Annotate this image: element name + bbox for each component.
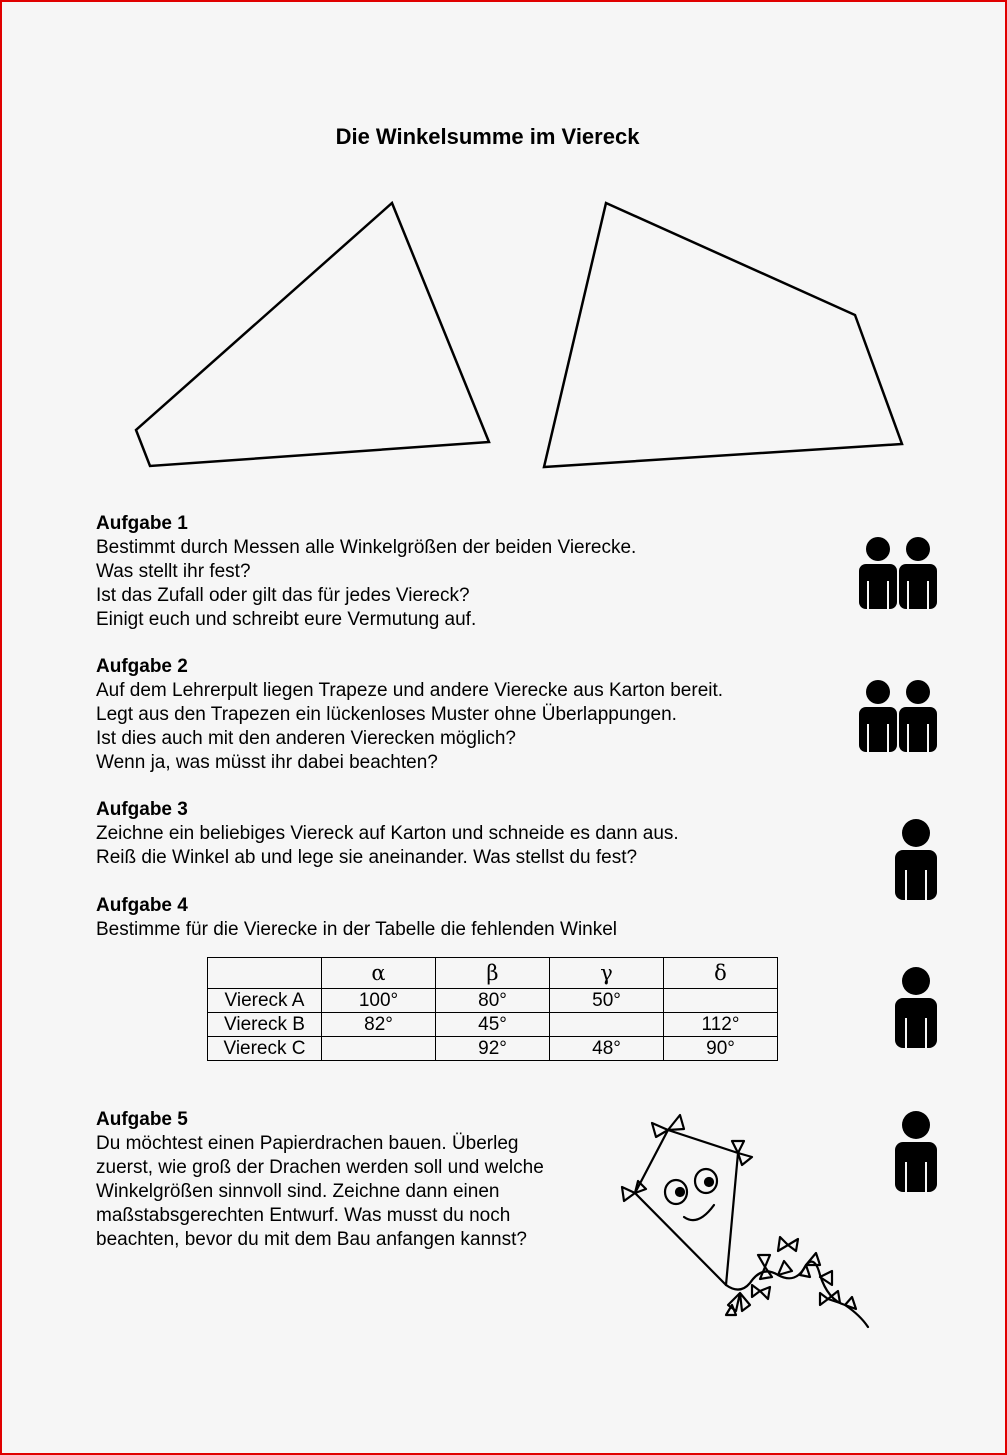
table-cell: 45° — [436, 1013, 550, 1037]
task-line: Ist dies auch mit den anderen Vierecken möglich? — [96, 728, 517, 749]
task-1 — [96, 512, 636, 632]
table-cell: 90° — [664, 1037, 778, 1061]
pair-work-icon — [856, 535, 942, 611]
kite-illustration — [610, 1105, 880, 1340]
task-heading: Aufgabe 3 — [96, 799, 188, 820]
task-heading: Aufgabe 4 — [96, 895, 188, 916]
quadrilaterals-figure — [0, 0, 1007, 500]
quadrilateral-right — [544, 203, 902, 467]
task-line: beachten, bevor du mit dem Bau anfangen kannst? — [96, 1229, 527, 1250]
pair-work-icon — [856, 678, 942, 754]
table-cell: 100° — [322, 989, 436, 1013]
task-5 — [96, 1108, 544, 1252]
task-2 — [96, 655, 723, 775]
table-cell: 48° — [550, 1037, 664, 1061]
table-cell: 80° — [436, 989, 550, 1013]
task-line: Bestimme für die Vierecke in der Tabelle die fehlenden Winkel — [96, 919, 618, 940]
table-header-cell: β — [436, 958, 550, 989]
table-row — [208, 989, 778, 1013]
table-cell: Viereck C — [208, 1037, 322, 1061]
table-cell: Viereck A — [208, 989, 322, 1013]
table-cell: 50° — [550, 989, 664, 1013]
task-line: Auf dem Lehrerpult liegen Trapeze und andere Vierecke aus Karton bereit. — [96, 680, 724, 701]
task-heading: Aufgabe 1 — [96, 513, 188, 534]
table-header-cell: γ — [550, 958, 664, 989]
task-line: Winkelgrößen sinnvoll sind. Zeichne dann einen — [96, 1181, 500, 1202]
task-line: zuerst, wie groß der Drachen werden soll und welche — [96, 1157, 544, 1178]
table-cell — [550, 1013, 664, 1037]
table-header-row — [208, 958, 778, 989]
table-cell — [664, 989, 778, 1013]
table-header-cell: δ — [664, 958, 778, 989]
table-cell: 92° — [436, 1037, 550, 1061]
single-work-icon — [892, 1108, 940, 1194]
task-line: Bestimmt durch Messen alle Winkelgrößen der beiden Vierecke. — [96, 537, 637, 558]
table-row — [208, 1013, 778, 1037]
quadrilateral-left — [136, 203, 489, 466]
table-header-cell: α — [322, 958, 436, 989]
table-cell — [322, 1037, 436, 1061]
task-line: Ist das Zufall oder gilt das für jedes Viereck? — [96, 585, 470, 606]
page-title: Die Winkelsumme im Viereck — [335, 124, 640, 149]
task-line: Wenn ja, was müsst ihr dabei beachten? — [96, 752, 438, 773]
task-heading: Aufgabe 5 — [96, 1109, 188, 1130]
table-cell: 82° — [322, 1013, 436, 1037]
task-3 — [96, 798, 679, 870]
task-line: Legt aus den Trapezen ein lückenloses Muster ohne Überlappungen. — [96, 704, 677, 725]
single-work-icon — [892, 964, 940, 1050]
task-line: Reiß die Winkel ab und lege sie aneinander. Was stellst du fest? — [96, 847, 638, 868]
angle-table — [207, 957, 778, 1061]
table-cell: 112° — [664, 1013, 778, 1037]
task-line: maßstabsgerechten Entwurf. Was musst du noch — [96, 1205, 511, 1226]
table-cell: Viereck B — [208, 1013, 322, 1037]
table-header-cell — [208, 958, 322, 989]
task-heading: Aufgabe 2 — [96, 656, 188, 677]
single-work-icon — [892, 816, 940, 902]
task-line: Du möchtest einen Papierdrachen bauen. Überleg — [96, 1133, 519, 1154]
task-line: Was stellt ihr fest? — [96, 561, 251, 582]
table-row — [208, 1037, 778, 1061]
task-4 — [96, 894, 617, 942]
task-line: Einigt euch und schreibt eure Vermutung auf. — [96, 609, 477, 630]
task-line: Zeichne ein beliebiges Viereck auf Karton und schneide es dann aus. — [96, 823, 679, 844]
